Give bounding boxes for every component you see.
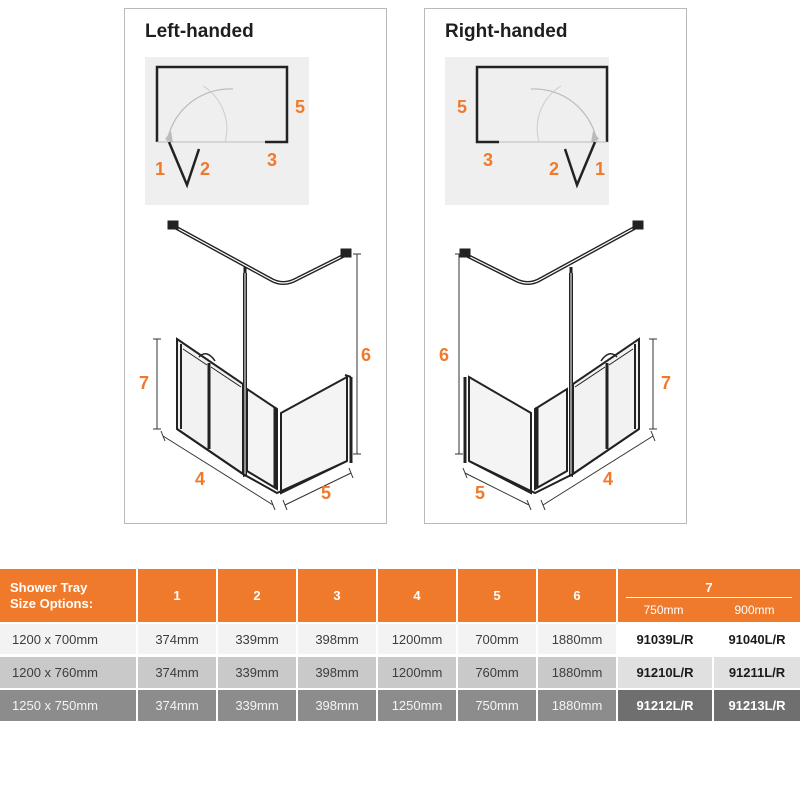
cell-value: 374mm (138, 655, 218, 688)
plan-label-3: 3 (483, 150, 494, 170)
header-col-4: 4 (378, 569, 458, 622)
iso-label-5: 5 (475, 483, 486, 503)
cell-value: 1880mm (538, 622, 618, 655)
cell-value: 1250mm (378, 688, 458, 721)
header-line-1: Shower Tray (10, 579, 88, 595)
cell-product-code: 91040L/R (714, 622, 800, 655)
right-handed-panel (424, 8, 687, 524)
cell-value: 398mm (298, 688, 378, 721)
iso-label-5: 5 (321, 483, 332, 503)
size-options-table (0, 569, 800, 721)
table-row (0, 655, 800, 688)
header-750mm: 750mm (643, 603, 684, 617)
cell-value: 374mm (138, 622, 218, 655)
cell-product-code: 91211L/R (714, 655, 800, 688)
header-900mm: 900mm (734, 603, 775, 617)
plan-label-2: 2 (200, 159, 211, 179)
header-col-7 (618, 569, 800, 622)
cell-size: 1200 x 700mm (0, 622, 138, 655)
header-col-2: 2 (218, 569, 298, 622)
cell-value: 398mm (298, 622, 378, 655)
header-tray-size (0, 569, 138, 622)
iso-label-6: 6 (361, 345, 372, 365)
header-col-7-label: 7 (705, 580, 713, 595)
table-header-row (0, 569, 800, 622)
plan-label-5: 5 (295, 97, 306, 117)
header-col-6: 6 (538, 569, 618, 622)
panel-title-right: Right-handed (445, 21, 568, 42)
cell-size: 1250 x 750mm (0, 688, 138, 721)
iso-label-6: 6 (439, 345, 450, 365)
cell-value: 339mm (218, 622, 298, 655)
cell-value: 750mm (458, 688, 538, 721)
left-handed-panel (124, 8, 387, 524)
cell-value: 1880mm (538, 655, 618, 688)
iso-label-4: 4 (195, 469, 206, 489)
cell-value: 700mm (458, 622, 538, 655)
cell-size: 1200 x 760mm (0, 655, 138, 688)
cell-product-code: 91039L/R (618, 622, 714, 655)
right-handed-drawing (425, 9, 686, 523)
cell-value: 1200mm (378, 655, 458, 688)
iso-diagram-left (139, 221, 371, 510)
plan-label-5: 5 (457, 97, 468, 117)
iso-label-7: 7 (139, 373, 150, 393)
header-col-1: 1 (138, 569, 218, 622)
header-col-5: 5 (458, 569, 538, 622)
header-col-3: 3 (298, 569, 378, 622)
table-row (0, 688, 800, 721)
plan-diagram-left (155, 67, 305, 185)
table-row (0, 622, 800, 655)
left-handed-drawing (125, 9, 386, 523)
header-line-2: Size Options: (10, 595, 94, 611)
iso-label-7: 7 (661, 373, 672, 393)
plan-label-2: 2 (549, 159, 560, 179)
plan-label-1: 1 (595, 159, 606, 179)
cell-value: 760mm (458, 655, 538, 688)
cell-value: 339mm (218, 655, 298, 688)
plan-label-3: 3 (267, 150, 278, 170)
plan-diagram-right (457, 67, 607, 185)
cell-value: 1200mm (378, 622, 458, 655)
cell-product-code: 91210L/R (618, 655, 714, 688)
iso-label-4: 4 (603, 469, 614, 489)
panel-title-left: Left-handed (145, 21, 254, 42)
plan-label-1: 1 (155, 159, 166, 179)
cell-value: 1880mm (538, 688, 618, 721)
cell-product-code: 91212L/R (618, 688, 714, 721)
cell-value: 398mm (298, 655, 378, 688)
iso-diagram-right (439, 221, 671, 510)
cell-value: 339mm (218, 688, 298, 721)
cell-product-code: 91213L/R (714, 688, 800, 721)
cell-value: 374mm (138, 688, 218, 721)
